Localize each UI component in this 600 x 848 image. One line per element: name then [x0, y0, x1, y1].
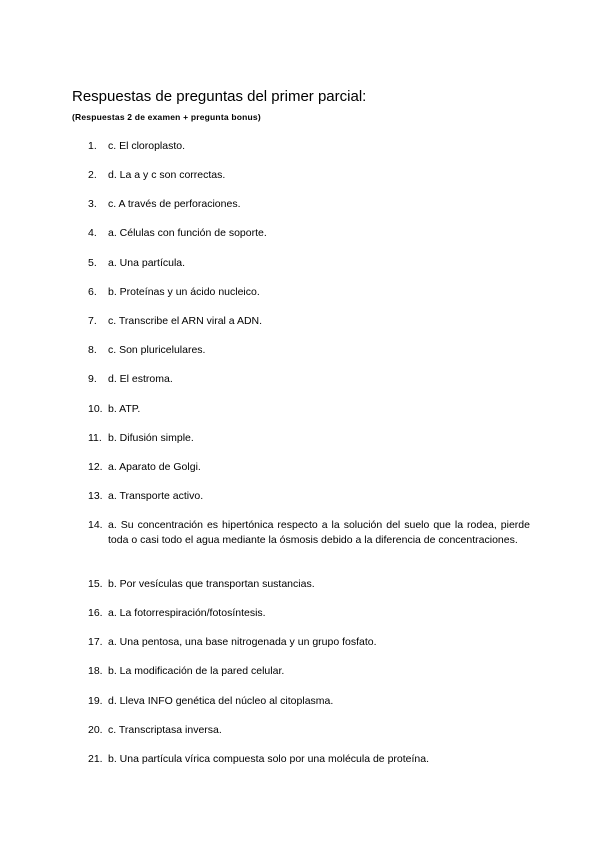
answer-number: 19.	[88, 695, 103, 707]
answer-number: 2.	[88, 169, 97, 181]
answer-text: c. Transcriptasa inversa.	[108, 724, 222, 736]
answer-text: c. El cloroplasto.	[108, 140, 186, 152]
answer-number: 14.	[88, 519, 103, 531]
answer-number: 1.	[88, 140, 97, 152]
answer-text: d. Lleva INFO genética del núcleo al citoplasma.	[108, 695, 334, 707]
answer-item	[88, 489, 530, 504]
answer-item	[88, 226, 530, 241]
answer-number: 6.	[88, 286, 97, 298]
answer-item	[88, 694, 530, 709]
answer-number: 17.	[88, 636, 103, 648]
answer-item	[88, 314, 530, 329]
answer-text: d. La a y c son correctas.	[108, 169, 226, 181]
answer-item	[88, 402, 530, 417]
answer-text: c. A través de perforaciones.	[108, 198, 241, 210]
answer-text: a. Una pentosa, una base nitrogenada y un grupo fosfato.	[108, 636, 377, 648]
answer-text: a. Transporte activo.	[108, 490, 204, 502]
answer-number: 15.	[88, 578, 103, 590]
answer-number: 5.	[88, 257, 97, 269]
answer-text: b. Por vesículas que transportan sustancias.	[108, 578, 315, 590]
answer-number: 12.	[88, 461, 103, 473]
answer-item	[88, 577, 530, 592]
answer-text: d. El estroma.	[108, 373, 173, 385]
answer-number: 10.	[88, 403, 103, 415]
answer-text: a. Una partícula.	[108, 257, 186, 269]
answer-text: b. Difusión simple.	[108, 432, 194, 444]
answer-text: a. Células con función de soporte.	[108, 227, 267, 239]
answer-text: b. Una partícula vírica compuesta solo por una molécula de proteína.	[108, 753, 430, 765]
page-subtitle: (Respuestas 2 de examen + pregunta bonus)	[72, 112, 261, 122]
answer-number: 21.	[88, 753, 103, 765]
answer-number: 9.	[88, 373, 97, 385]
answer-number: 16.	[88, 607, 103, 619]
answer-item	[88, 431, 530, 446]
answer-text: a. Su concentración es hipertónica respecto a la solución del suelo que la rodea, pierde toda o casi todo el agua mediante la ósmosis debido a la diferencia de concentraciones.	[108, 519, 530, 546]
answer-number: 18.	[88, 665, 103, 677]
answer-number: 11.	[88, 432, 102, 444]
page-title: Respuestas de preguntas del primer parcial:	[72, 88, 367, 105]
answer-item	[88, 664, 530, 679]
answer-text: b. Proteínas y un ácido nucleico.	[108, 286, 260, 298]
answer-item	[88, 343, 530, 358]
answer-item	[88, 518, 530, 548]
answer-item	[88, 460, 530, 475]
answer-number: 8.	[88, 344, 97, 356]
answer-item	[88, 723, 530, 738]
answer-text: c. Transcribe el ARN viral a ADN.	[108, 315, 263, 327]
answer-text: a. La fotorrespiración/fotosíntesis.	[108, 607, 266, 619]
answer-item	[88, 285, 530, 300]
answer-item	[88, 168, 530, 183]
answer-item	[88, 635, 530, 650]
answer-item	[88, 139, 530, 154]
answer-item	[88, 606, 530, 621]
answer-text: a. Aparato de Golgi.	[108, 461, 201, 473]
answer-number: 7.	[88, 315, 97, 327]
answer-text: b. La modificación de la pared celular.	[108, 665, 285, 677]
answer-item	[88, 197, 530, 212]
answer-number: 3.	[88, 198, 97, 210]
answer-text: c. Son pluricelulares.	[108, 344, 206, 356]
answer-text: b. ATP.	[108, 403, 141, 415]
answer-item	[88, 256, 530, 271]
answer-number: 4.	[88, 227, 97, 239]
answer-item	[88, 752, 530, 767]
answer-number: 20.	[88, 724, 103, 736]
answer-number: 13.	[88, 490, 103, 502]
answer-item	[88, 372, 530, 387]
